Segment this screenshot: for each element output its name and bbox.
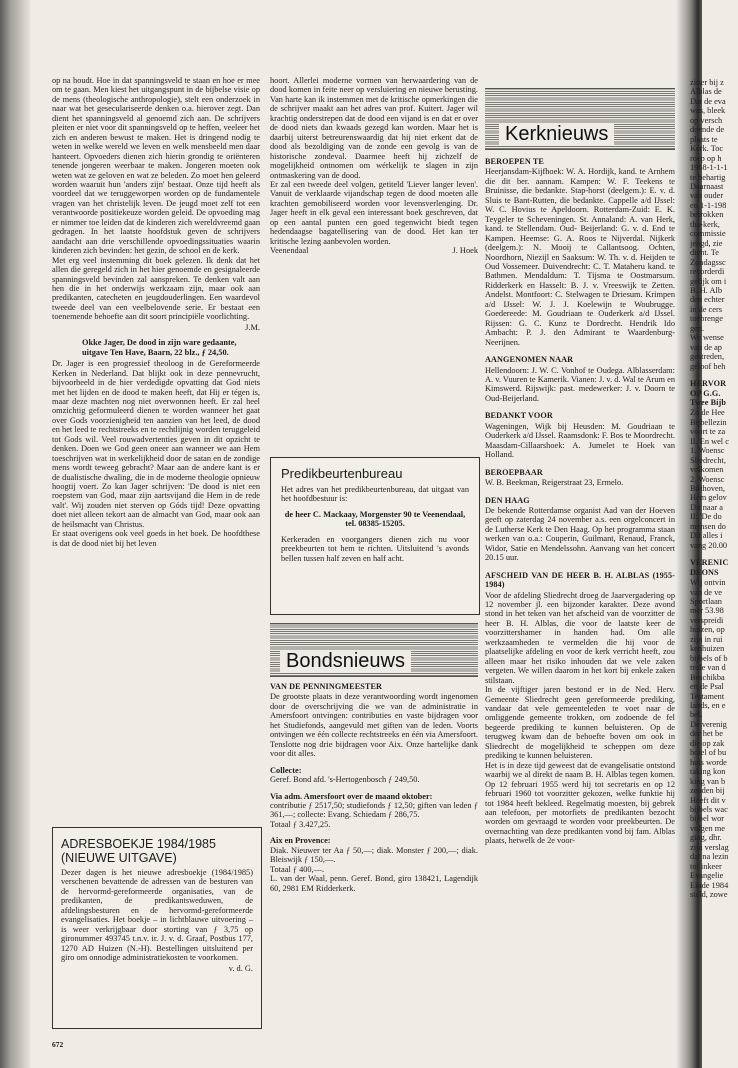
book-title-okke-jager: Okke Jager, De dood in zijn ware gedaante, uitgave Ten Have, Baarn, 22 blz., ƒ 24,50. bbox=[82, 338, 237, 357]
review-1-paragraph-1: op na houdt. Hoe in dat spanningsveld te staan en hoe er mee om te gaan. Men kiest het uitgangspunt in de bijbelse visie op de mens (theologische anthropologie), stelt een onderzoek in naar wat het geseculariseerde denken o.a. hierover zegt. Dan dient het spanningsveld al genoemd zich aan. De schrijvers pleiten er niet voor dit spanningsveld op te heffen, veeleer het zich en anderen bewust te maken. Het is dringend nodig te weten in welke wereld we leven en welk mensbeeld men daar hanteert. Opvoeders dienen zich hierin grondig te oriënteren tenende jongeren weerbaar te maken. Jongeren moeten ook weten wat ze geloven en wat ze beleden. Zo moet hen geleerd worden waaruit hun 'anders zijn' bestaat. Onze tijd heeft als voordeel dat we teruggeworpen worden op de fundamentele vragen van het christelijk leven. De jeugd moet zelf tot een verantwoorde positiekeuze worden geleid. De opvoeding mag er nimmer toe leiden dat de kinderen zich wereldvreemd gaan gedragen. In het laatste hoofdstuk geven de schrijvers aandacht aan drie verschillende opvoedingssituaties waarin kinderen zich bevinden: het gezin, de school en de kerk. bbox=[52, 76, 260, 256]
col4-line: den echter bbox=[690, 295, 725, 305]
col4-line: 1968-1-1-1 bbox=[690, 163, 728, 173]
col4-line: We wense bbox=[690, 333, 724, 343]
review-2-paragraph-3: hoort. Allerlei moderne vormen van herwaardering van de dood komen in feite neer op versluiering en nieuwe berusting. Van harte kan ik instemmen met de kritische opmerkingen die de schrijver maakt aan het adres van prof. Kuitert. Jager wil krachtig onderstrepen dat de dood een vijand is en dat er over de dood niets dan kwaads gezegd kan worden. Maar het is daarbij uiterst betreurenswaardig dat hij niet erkent dat de dood als bezoldiging van de zonde een gevolg is van de historische zondeval. Daarmee heeft hij zichzelf de mogelijkheid ontnomen om wérkelijk te slagen in zijn ontmaskering van de dood. bbox=[270, 76, 478, 180]
col4-line: bijbels wac bbox=[690, 804, 728, 814]
bondsnieuws-column bbox=[270, 682, 478, 1027]
afscheid-paragraph-1: Voor de afdeling Sliedrecht droeg de Jaarvergadering op 12 november jl. een bijzonder karakter. Deze avond stond in het teken van het afscheid van de voorzitter de heer B. H. Alblas, die voor de laatste keer de voorzittershamer in handen had. Om alle werkzaamheden te vermelden die hij voor de plaatselijke afdeling en voor de kerk verricht heeft, zou alleen maar het risiko inhouden dat we vele zaken vergeten. We willen daarom in het kort bij enkele zaken stilstaan. bbox=[485, 590, 675, 685]
col4-line: Sportlaan bbox=[690, 597, 722, 607]
bedankt-heading: BEDANKT VOOR bbox=[485, 411, 553, 421]
binding-shadow bbox=[0, 0, 30, 1068]
beroepbaar-heading: BEROEPBAAR bbox=[485, 467, 543, 477]
adresboekje-title: ADRESBOEKJE 1984/1985 (NIEUWE UITGAVE) bbox=[61, 837, 216, 865]
col4-line: Einde 1984 bbox=[690, 880, 729, 890]
review-2-paragraph-4: Er zal een tweede deel volgen, getiteld 'Liever langer leven'. Vanuit de verklaarde vijandschap tegen de dood moeten alle krachten gemobiliseerd worden voor levensverlenging. Dr. Jager heeft in elk geval een interessant boek geschreven, dat op een aantal punten een goed tegenwicht biedt tegen hedendaagse bagatellisering van de dood. Het kan ter kritische lezing aanbevolen worden. bbox=[270, 179, 478, 246]
col4-line: dieht. Te bbox=[690, 248, 719, 258]
predikbeurtenbureau-intro: Het adres van het predikbeurtenbureau, dat uitgaat van het hoofdbestuur is: bbox=[281, 485, 469, 504]
penningmeester-closing: L. van der Waal, penn. Geref. Bond, giro 138421, Lagendijk 60, 2981 EM Ridderkerk. bbox=[270, 874, 478, 893]
col4-line: hotel of bu bbox=[690, 748, 727, 758]
review-2-signature bbox=[270, 246, 478, 255]
col4-line: Dit alles i bbox=[690, 531, 723, 541]
col4-line: recorderdi bbox=[690, 267, 725, 277]
col4-line: Heeft dit v bbox=[690, 795, 726, 805]
col4-line: volkomen bbox=[690, 465, 724, 475]
col4-line: trole van d bbox=[690, 663, 726, 673]
aix-heading: Aix en Provence: bbox=[270, 836, 331, 846]
aix-total: Totaal ƒ 400,—. bbox=[270, 864, 325, 874]
col4-line: op versch bbox=[690, 115, 723, 125]
kerknieuws-title: Kerknieuws bbox=[499, 123, 614, 145]
col4-line: was, bleek bbox=[690, 106, 726, 116]
col4-line: zenden bij bbox=[690, 786, 725, 796]
col4-line: van de ap bbox=[690, 342, 722, 352]
predikbeurtenbureau-address: de heer C. Mackaay, Morgenster 90 te Veenendaal, tel. 08385-15205. bbox=[284, 509, 466, 529]
col4-line: bel. bbox=[690, 710, 703, 720]
aangenomen-heading: AANGENOMEN NAAR bbox=[485, 355, 574, 365]
col4-line: doende de bbox=[690, 125, 725, 135]
col4-line: mensen do bbox=[690, 521, 726, 531]
page-number: 672 bbox=[52, 1040, 64, 1049]
col4-line: taking kon bbox=[690, 767, 726, 777]
col4-line: Beschikba bbox=[690, 672, 725, 682]
col4-line: huizen, op bbox=[690, 625, 725, 635]
signature-name: J. Hoek bbox=[452, 246, 478, 256]
penningmeester-heading: VAN DE PENNINGMEESTER bbox=[270, 682, 383, 691]
column-3 bbox=[485, 157, 675, 1027]
col4-line: tha-kerk, bbox=[690, 219, 720, 229]
bondsnieuws-title: Bondsnieuws bbox=[280, 650, 411, 672]
col4-line: verspreidi bbox=[690, 615, 724, 625]
col4-line: Kerk. Toc bbox=[690, 144, 724, 154]
aangenomen-text: Hellendoorn: J. W. C. Vonhof te Oudega. Alblasserdam: A. v. Vuuren te Kamerik. Vianen: J. v. d. Wal te Arum en Kimswerd. Rijswijk: past. medewerker: J. v. Doorn te Oud-Beijerland. bbox=[485, 365, 675, 403]
col4-line: Bilthoven, bbox=[690, 484, 725, 494]
column-4-clipped bbox=[690, 78, 738, 1043]
col4-line: toebrenge bbox=[690, 314, 723, 324]
col4-line: Evangelie bbox=[690, 871, 724, 881]
column-2 bbox=[270, 76, 478, 376]
col4-line: en 1-1-198 bbox=[690, 200, 727, 210]
col4-line: voort te za bbox=[690, 427, 726, 437]
col4-line: betrokken bbox=[690, 210, 724, 220]
adm-text: contributie ƒ 2517,50; studiefonds ƒ 12,50; giften van leden ƒ 361,—; collecte: Evang. Schiedam ƒ 286,75. bbox=[270, 800, 478, 820]
signature-place: Veenendaal bbox=[270, 246, 309, 256]
col4-line: Dit naar a bbox=[690, 502, 723, 512]
col4-line: gestreden, bbox=[690, 352, 725, 362]
col4-heading-b: HERVOR OP G.G. Twee Bijb bbox=[690, 379, 727, 407]
aix-text: Diak. Nieuwer ter Aa ƒ 50,—; diak. Monster ƒ 200,—; diak. Bleiswijk ƒ 150,—. bbox=[270, 845, 478, 865]
col4-line: De verenig bbox=[690, 719, 727, 729]
col4-line: king van b bbox=[690, 776, 726, 786]
col4-line: volgen me bbox=[690, 823, 725, 833]
col4-line: dat na lezin bbox=[690, 852, 729, 862]
col4-line: Dat de eva bbox=[690, 96, 726, 106]
col4-line: huis worde bbox=[690, 757, 727, 767]
col4-heading-c: VERENIC DEONS bbox=[690, 558, 729, 577]
col4-line: lands, en e bbox=[690, 701, 726, 710]
penningmeester-text: De grootste plaats in deze verantwoording wordt ingenomen door de overschrijving die we van de administratie in Amersfoort ontvingen: contributies en vaste bijdragen voor het Studiefonds, aangevuld met giften van de leden. Voorts ontvingen we één collecte rechtstreeks en één via Amersfoort. Tenslotte nog drie bijdragen voor Aix. Onze hartelijke dank voor dit alles. bbox=[270, 692, 478, 759]
col4-line: bijbel wor bbox=[690, 814, 725, 824]
col4-line: ging, dhr. bbox=[690, 833, 722, 843]
col4-line: geloof beh bbox=[690, 361, 726, 371]
col4-line: roep op h bbox=[690, 153, 722, 163]
col4-line: Zo de Hee bbox=[690, 408, 725, 418]
column-1 bbox=[52, 76, 260, 786]
col4-line: jeugd, zie bbox=[690, 238, 723, 248]
col4-block-a bbox=[690, 78, 738, 371]
col4-block-c bbox=[690, 578, 738, 899]
col4-line: zijn verslag bbox=[690, 842, 729, 852]
afscheid-paragraph-3: Het is in deze tijd geweest dat de evangelisatie ontstond waarbij we al direkt de naam B. H. Alblas tegen komen. Op 12 februari 1955 werd hij tot secretaris en op 12 februari 1960 tot voorzitter gekozen, welke funktie hij tot 1984 heeft bekleed. Regelmatig moesten, bij gebrek aan telefoon, per motorfiets de predikanten bezocht worden om gevraagd te worden voor preekbeurten. De overnachting van deze predikanten vond bij fam. Alblas plaats, hetwelk de 2e voor- bbox=[485, 760, 675, 846]
adresboekje-signature: v. d. G. bbox=[228, 963, 253, 973]
col4-line: Hem gelov bbox=[690, 493, 727, 503]
col4-line: 1. Woensc bbox=[690, 446, 725, 456]
col4-block-b bbox=[690, 408, 738, 550]
adresboekje-body: Dezer dagen is het nieuwe adresboekje (1984/1985) verschenen bevattende de adressen van de besturen van de hervormd-gereformeerde organisaties, van de predikanten, de predikantsweduwen, de afdelingsbesturen en de hervormd-gereformeerde evangelisaties. Het boekje – in lichtblauwe uitvoering – is weer verkrijgbaar door storting van ƒ 3,75 op gironummer 493745 t.n.v. ir. J. v. d. Graaf, Postbus 177, 1270 AD Huizen (N.-H). Bestellingen uitsluitend per giro om onnodige administratiekosten te voorkomen. bbox=[61, 868, 253, 963]
col4-line: II: 'De do bbox=[690, 512, 722, 522]
review-1-signature: J.M. bbox=[245, 322, 260, 332]
denhaag-heading: DEN HAAG bbox=[485, 495, 530, 505]
col4-line: zitter bij z bbox=[690, 78, 724, 87]
adm-heading: Via adm. Amersfoort over de maand oktober: bbox=[270, 791, 433, 801]
beroepbaar-text: W. B. Beekman, Reigerstraat 23, Ermelo. bbox=[485, 478, 624, 488]
col4-line: II. En wel c bbox=[690, 436, 729, 446]
col4-line: Sliedrecht, bbox=[690, 455, 726, 465]
review-1-paragraph-2: Met erg veel instemming dit boek gelezen. Ik denk dat het allen die geregeld zich in het hier genoemde en gesignaleerde spanningsveld bevinden zal aanspreken. Te denken valt aan hen die in het onderwijs werkzaam zijn, maar ook aan predikanten, catecheten en jeugdouderlingen. Een waardevol tweede deel van een veelbelovende serie. Er bestaat een toenemende behoefte aan dit soort principiële voorlichting. bbox=[52, 255, 260, 322]
beroepen-heading: BEROEPEN TE bbox=[485, 157, 544, 166]
bedankt-text: Wageningen, Wijk bij Heusden: M. Goudriaan te Ouderkerk a/d IJssel. Raamsdonk: F. Bos te Moordrecht. Maasdam-Cillaarshoek: A. Jumelet te Hoek van Holland. bbox=[485, 421, 675, 460]
col4-line: van ouder bbox=[690, 191, 724, 201]
beroepen-text: Heerjansdam-Kijfhoek: W. A. Hordijk, kand. te Arnhem die dit ber. aannam. Kampen: W. F. Teekens te Bruinisse, die bedankte. Stap-horst (deelgem.): E. v. d. Sluis te Bant-Rutten, die bedankte. Cappelle a/d IJssel: W. C. Hovius te Apeldoorn. Rotterdam-Zuid: E. K. Teygeler te Scheveningen. St. Annaland: A. van Herk, kand. te Stellendam. Oud- Beijerland: G. v. d. End te Kampen. Heemse: G. A. Roos te Nijverdal. Nijkerk (deelgem.): N. Mooij te Callantsoog. Ochten, Noordhorn, Niezijl en Saaksum: W. Th. v. d. Heijden te Oud Vossemeer. Duivendrecht: C. T. Mataheru kand. te Bathmen. Mendaldum: T. Tijsma te Oostmarsum. Ridderkerk en Hasselt: B. J. v. Vreeswijk te Zetten. Andelst. Montfoort: C. Stelwagen te Driesum. Krimpen a/d IJssel: W. J. J. Koelewijn te Woubrugge. Goedereede: M. Goudriaan te Ouderkerk a/d IJssel. Rijssen: G. C. Kunz te Dordrecht. Hendrik Ido Ambacht: P. J. den Admirant te Waardenburg- Neerijnen. bbox=[485, 167, 675, 347]
col4-line: vang 20.00 bbox=[690, 540, 728, 550]
col4-line: gelijk om i bbox=[690, 276, 727, 286]
col4-line: die op zak bbox=[690, 738, 725, 748]
col4-line: tot inkeer bbox=[690, 861, 722, 871]
col4-line: B. H. Alb bbox=[690, 285, 722, 295]
col4-line: Testament bbox=[690, 691, 725, 701]
adresboekje-box bbox=[52, 827, 262, 1029]
col4-line: Alblas de bbox=[690, 87, 722, 97]
bondsnieuws-banner bbox=[270, 623, 478, 677]
col4-line: Bijbellezin bbox=[690, 417, 727, 427]
col4-line: zijn in rui bbox=[690, 634, 723, 644]
col4-line: Zondagssc bbox=[690, 257, 726, 267]
predikbeurtenbureau-note: Kerkeraden en voorgangers dienen zich nu voor preekbeurten tot hem te richten. Uitsluitend 's avonds bellen tussen half zeven en half acht. bbox=[281, 534, 469, 563]
col4-line: te behartig bbox=[690, 172, 726, 182]
review-2-paragraph-2: Er staat overigens ook veel goeds in het boek. De hoofdthese is dat de dood niet bij het leven bbox=[52, 529, 260, 548]
col4-line: gen. bbox=[690, 323, 705, 333]
review-2-paragraph-1: Dr. Jager is een progressief theoloog in de Gereformeerde Kerken in Nederland. Dat blijkt ook in deze pennevrucht, bijvoorbeeld in de hier verdedigde opvatting dat God niets met het lijden en de dood te maken heeft, dat Hij er tégen is, maar deze machten nog niet overwonnen heeft. Er zal heel omzichtig geformuleerd dienen te worden wanneer het gaat over Gods voorzienigheid ten aanzien van het leed, de dood en het leed te rechtstreeks en te rechtlijnig worden teruggeleid tot Gods wil. Veel rouwadvertenties geven in dit opzicht te denken. Doen we God geen oneer aan wanneer we aan Hem toeschrijven wat in werkelijkheid door de satan en de zondige mens wordt teweeg gebracht? Maar aan de andere kant is er de dualistische dwaling, die in de moderne theologie opnieuw hoogtij voert. Zo kan Jager schrijven: 'De dood is niet een roepstem van God, maar zijn aartsvijand die Hem in de rede valt'. Wij zouden niet sterven op Góds tijd! Deze opvatting doet niet alleen tekort aan de almacht van God, maar ook aan de heilsmacht van Christus. bbox=[52, 359, 260, 529]
afscheid-paragraph-2: In de vijftiger jaren bestond er in de Ned. Herv. Gemeente Sliedrecht geen gereformeerde prediking, vandaar dat vele gemeenteleden te voet naar de omliggende gemeente trokken, om zodoende de fel begeerde prediking te kunnen beluisteren. Op de terugweg kwam dan de behoefte boven om ook in Sliedrecht de mogelijkheid te scheppen om deze prediking te kunnen beluisteren. bbox=[485, 685, 675, 761]
col4-line: van de ve bbox=[690, 587, 722, 597]
kerknieuws-banner bbox=[485, 88, 675, 150]
col4-line: 2. Woensc bbox=[690, 474, 725, 484]
col4-line: mer 53.98 bbox=[690, 606, 724, 616]
col4-line: Wij ontvin bbox=[690, 578, 726, 588]
col4-line: bijbels of b bbox=[690, 653, 728, 663]
col4-line: Daarnaast bbox=[690, 181, 724, 191]
col4-line: kenhuizen bbox=[690, 644, 725, 654]
col4-line: commissie bbox=[690, 229, 726, 239]
col4-line: en de Psal bbox=[690, 682, 724, 692]
col4-line: der het be bbox=[690, 729, 723, 739]
denhaag-text: De bekende Rotterdamse organist Aad van der Hoeven geeft op zaterdag 24 november a.s. een orgelconcert in de Lutherse Kerk te Den Haag. Op het programma staan werken van o.a.: Couperin, Guilmant, Renaud, Franck, Widor, Satie en Mendelssohn. Aanvang van het concert 20.15 uur. bbox=[485, 505, 675, 563]
adm-total: Totaal ƒ 3.427,25. bbox=[270, 819, 331, 829]
col4-line: steld, zowe bbox=[690, 890, 728, 900]
collecte-heading: Collecte: bbox=[270, 765, 302, 775]
predikbeurtenbureau-box bbox=[270, 457, 480, 615]
predikbeurtenbureau-title: Predikbeurtenbureau bbox=[281, 466, 403, 481]
collecte-text: Geref. Bond afd. 's-Hertogenbosch ƒ 249,50. bbox=[270, 775, 420, 785]
col4-line: in de cers bbox=[690, 304, 722, 314]
col4-line: plaats te bbox=[690, 134, 718, 144]
afscheid-heading: AFSCHEID VAN DE HEER B. H. ALBLAS (1955-1984) bbox=[485, 570, 675, 590]
